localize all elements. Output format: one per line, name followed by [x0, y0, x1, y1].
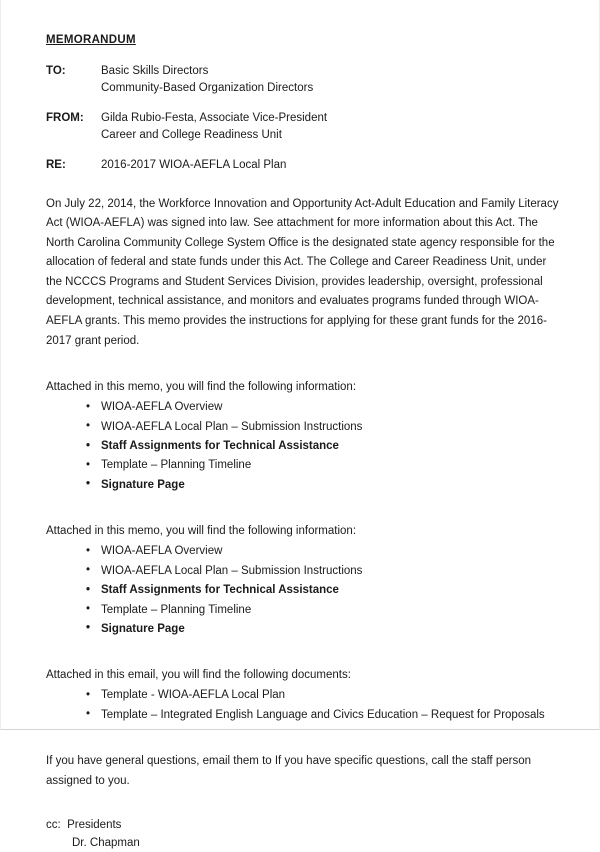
list-item: • Template - WIOA-AEFLA Local Plan	[46, 686, 557, 705]
list-item: • WIOA-AEFLA Overview	[46, 398, 557, 417]
memo-closing-paragraph: If you have general questions, email them to If you have specific questions, call the staff person assigned to you.	[46, 755, 531, 787]
memo-field-re-label: RE:	[46, 159, 66, 171]
attachment-section-3-list	[46, 686, 557, 725]
memo-field-spacer-2	[46, 143, 327, 157]
cc-line-presidents: cc: Presidents	[46, 819, 122, 832]
memo-field-from-value	[101, 110, 327, 143]
memo-field-re-value	[101, 157, 327, 174]
memo-field-to-line-2: Community-Based Organization Directors	[101, 81, 314, 94]
list-item: • Staff Assignments for Technical Assistance	[46, 437, 557, 456]
memo-field-spacer-2-right	[101, 143, 327, 157]
cc-line-dr-chapman: Dr. Chapman	[72, 836, 140, 849]
list-item: • WIOA-AEFLA Local Plan – Submission Instructions	[46, 562, 557, 581]
list-item: • Staff Assignments for Technical Assistance	[46, 581, 557, 600]
memo-field-to-line-1: Basic Skills Directors	[101, 65, 209, 77]
memo-field-from-line-1: Gilda Rubio-Festa, Associate Vice-President	[101, 112, 328, 124]
attachment-section-1	[46, 379, 557, 495]
memo-field-from	[46, 110, 327, 143]
memo-field-to	[46, 63, 327, 96]
attachment-section-1-list	[46, 398, 557, 495]
list-item: • Template – Planning Timeline	[46, 601, 557, 620]
memo-field-from-label: FROM:	[46, 112, 84, 124]
memo-field-re-line-1: 2016-2017 WIOA-AEFLA Local Plan	[101, 159, 287, 171]
list-item: • Template – Integrated English Language and Civics Education – Request for Proposals	[46, 706, 557, 725]
cc-block	[46, 817, 557, 852]
page-title: MEMORANDUM	[46, 34, 136, 46]
attachment-section-2-lead: Attached in this memo, you will find the following information:	[46, 525, 357, 538]
memo-field-re	[46, 157, 327, 174]
attachment-section-2-list	[46, 542, 557, 639]
memo-field-spacer-1-left	[46, 96, 101, 110]
memo-field-from-line-2: Career and College Readiness Unit	[101, 128, 282, 141]
attachment-section-1-lead: Attached in this memo, you will find the following information:	[46, 381, 357, 394]
memo-field-spacer-2-left	[46, 143, 101, 157]
memo-header-fields	[46, 63, 327, 174]
memo-header-fields-body	[46, 63, 327, 174]
list-item: • WIOA-AEFLA Overview	[46, 542, 557, 561]
attachment-section-3	[46, 667, 557, 725]
memo-field-to-label: TO:	[46, 65, 66, 77]
list-item: • WIOA-AEFLA Local Plan – Submission Instructions	[46, 418, 557, 437]
memo-body-paragraph: On July 22, 2014, the Workforce Innovation and Opportunity Act-Adult Education and Family Literacy Act (WIOA-AEFLA) was signed into law. See attachment for more information about this Act. The North Carolina Community College System Office is the designated state agency responsible for the allocation of federal and state funds under this Act. The College and Career Readiness Unit, under the NCCCS Programs and Student Services Division, provides leadership, oversight, professional development, technical assistance, and monitors and evaluates programs funded through WIOA-AEFLA grants. This memo provides the instructions for applying for these grant funds for the 2016-2017 grant period.	[46, 197, 559, 347]
list-item: • Signature Page	[46, 476, 557, 495]
memo-field-spacer-1-right	[101, 96, 327, 110]
attachment-section-3-lead: Attached in this email, you will find the following documents:	[46, 669, 351, 682]
memo-field-to-value	[101, 63, 327, 96]
attachment-section-2	[46, 523, 557, 639]
list-item: • Signature Page	[46, 620, 557, 639]
list-item: • Template – Planning Timeline	[46, 456, 557, 475]
memo-field-spacer-1	[46, 96, 327, 110]
